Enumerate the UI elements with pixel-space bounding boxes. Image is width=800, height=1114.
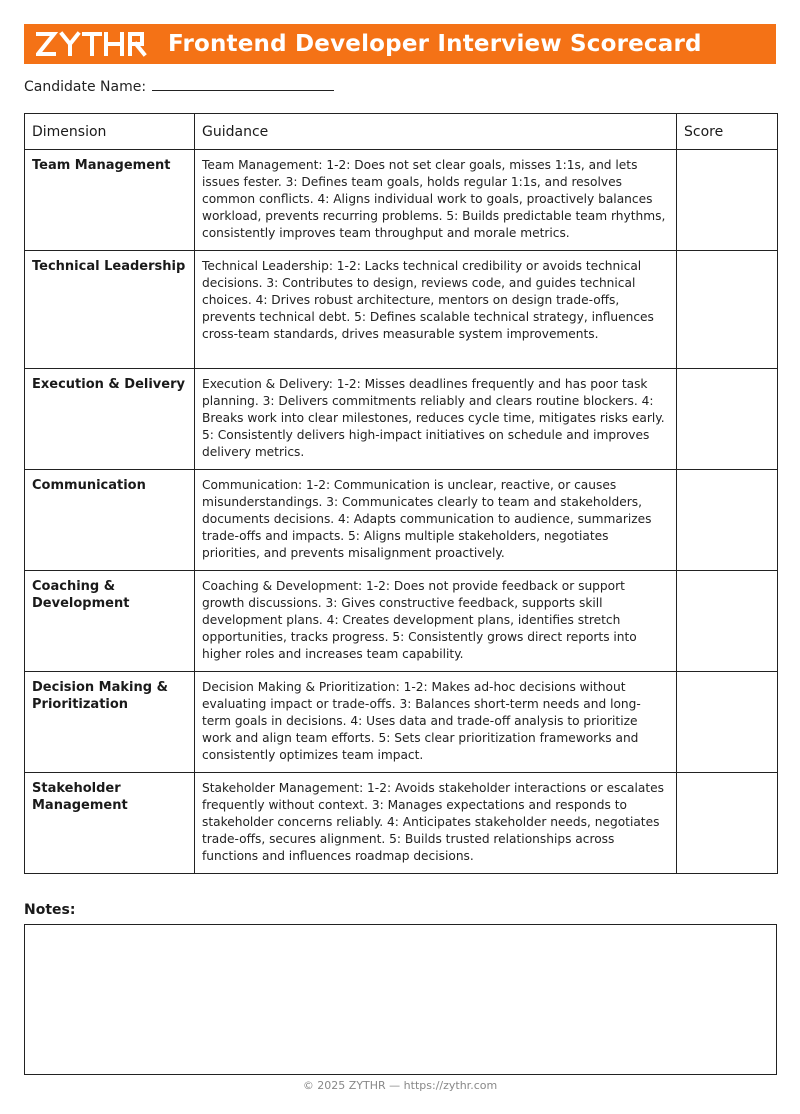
table-header-row bbox=[25, 114, 778, 150]
footer-copyright: © 2025 ZYTHR — https://zythr.com bbox=[302, 1079, 498, 1092]
score-cell bbox=[677, 150, 778, 251]
header-banner bbox=[24, 24, 776, 64]
dimension-cell: Execution & Delivery bbox=[25, 369, 195, 470]
score-cell bbox=[677, 251, 778, 369]
scorecard-table bbox=[24, 113, 778, 874]
dimension-cell: Stakeholder Management bbox=[25, 773, 195, 874]
notes-label: Notes: bbox=[24, 902, 76, 918]
score-cell bbox=[677, 672, 778, 773]
page-title: Frontend Developer Interview Scorecard bbox=[168, 31, 702, 57]
zythr-logo-icon bbox=[36, 30, 148, 58]
dimension-cell: Technical Leadership bbox=[25, 251, 195, 369]
dimension-cell: Communication bbox=[25, 470, 195, 571]
table-row bbox=[25, 773, 778, 874]
guidance-cell: Coaching & Development: 1-2: Does not provide feedback or support growth discussions. 3: Gives constructive feedback, supports skill development plans. 4: Creates development plans, identifies stretch opportunities, tracks progress. 5: Consistently grows direct reports into higher roles and increases team capability. bbox=[195, 571, 677, 672]
column-header-dimension: Dimension bbox=[25, 114, 195, 150]
guidance-cell: Technical Leadership: 1-2: Lacks technical credibility or avoids technical decisions. 3: Contributes to design, reviews code, and guides technical choices. 4: Drives robust architecture, mentors on design trade-offs, prevents technical debt. 5: Defines scalable technical strategy, influences cross-team standards, drives measurable system improvements. bbox=[195, 251, 677, 369]
table-row bbox=[25, 470, 778, 571]
table-row bbox=[25, 672, 778, 773]
dimension-cell: Coaching & Development bbox=[25, 571, 195, 672]
table-row bbox=[25, 150, 778, 251]
guidance-cell: Communication: 1-2: Communication is unclear, reactive, or causes misunderstandings. 3: Communicates clearly to team and stakeholders, documents decisions. 4: Adapts communication to audience, summarizes trade-offs and impacts. 5: Aligns multiple stakeholders, negotiates priorities, and prevents misalignment proactively. bbox=[195, 470, 677, 571]
notes-box bbox=[24, 924, 777, 1075]
score-cell bbox=[677, 369, 778, 470]
guidance-cell: Team Management: 1-2: Does not set clear goals, misses 1:1s, and lets issues fester. 3: Defines team goals, holds regular 1:1s, and resolves common conflicts. 4: Aligns individual work to goals, proactively balances workload, prevents recurring problems. 5: Builds predictable team rhythms, consistently improves team throughput and morale metrics. bbox=[195, 150, 677, 251]
score-cell bbox=[677, 571, 778, 672]
candidate-name-blank bbox=[152, 78, 334, 91]
table-row bbox=[25, 571, 778, 672]
candidate-name-label: Candidate Name: bbox=[24, 79, 147, 95]
guidance-cell: Stakeholder Management: 1-2: Avoids stakeholder interactions or escalates frequently without context. 3: Manages expectations and responds to stakeholder concerns reliably. 4: Anticipates stakeholder needs, negotiates trade-offs, secures alignment. 5: Builds trusted relationships across functions and influences roadmap decisions. bbox=[195, 773, 677, 874]
score-cell bbox=[677, 470, 778, 571]
column-header-guidance: Guidance bbox=[195, 114, 677, 150]
score-cell bbox=[677, 773, 778, 874]
guidance-cell: Execution & Delivery: 1-2: Misses deadlines frequently and has poor task planning. 3: Delivers commitments reliably and clears routine blockers. 4: Breaks work into clear milestones, reduces cycle time, mitigates risks early. 5: Consistently delivers high-impact initiatives on schedule and improves delivery metrics. bbox=[195, 369, 677, 470]
dimension-cell: Decision Making & Prioritization bbox=[25, 672, 195, 773]
table-row bbox=[25, 251, 778, 369]
zythr-logo bbox=[36, 30, 148, 58]
dimension-cell: Team Management bbox=[25, 150, 195, 251]
guidance-cell: Decision Making & Prioritization: 1-2: Makes ad-hoc decisions without evaluating impact or trade-offs. 3: Balances short-term needs and long-term goals in decisions. 4: Uses data and trade-off analysis to prioritize work and align team efforts. 5: Sets clear prioritization frameworks and consistently optimizes team impact. bbox=[195, 672, 677, 773]
candidate-name-field bbox=[24, 78, 334, 95]
table-row bbox=[25, 369, 778, 470]
column-header-score: Score bbox=[677, 114, 778, 150]
